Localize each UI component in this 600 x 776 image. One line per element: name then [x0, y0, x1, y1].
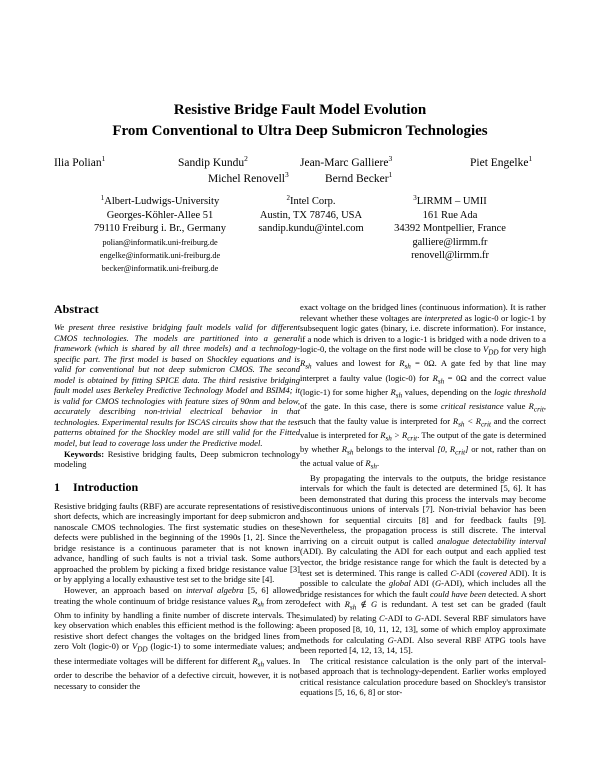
intro-paragraph-1: Resistive bridging faults (RBF) are accurate representations of resistive short defects, which are increasingly important for deep submicron and nanoscale CMOS technologies. The first systematic studies on these defects were published in the beginning of the 1990s [1, 2]. Since the bridge resistance is a continuous parameter that is not known in advance, handling of such faults is not a trivial task. Some authors approached the problem by picking a fixed bridge resistance value [3] or by applying a locally exhaustive test set to the bridge site [4]. — [54, 500, 300, 585]
intro-paragraph-2: However, an approach based on interval algebra [5, 6] allowed treating the whole continuum of bridge resistance values $R_{sh}$ from zero Ohm to infinity by handling a finite number of discrete intervals. The key observation which enables this efficient method is the following: a resistive short defect changes the voltages on the bridged lines from zero Volt (logic-0) or $V_{DD}$ (logic-1) to some intermediate values; and these intermediate voltages will be different for different $R_{sh}$ values. In order to describe the behavior of a defective circuit, however, it is not necessary to consider the — [54, 585, 301, 691]
email-address: becker@informatik.uni-freiburg.de — [101, 263, 219, 273]
right-column — [300, 302, 546, 698]
email-address: sandip.kundu@intel.com — [258, 223, 364, 234]
left-column — [54, 302, 300, 691]
author-name: Bernd Becker$^1$ — [325, 170, 393, 185]
paper-title-line-2: From Conventional to Ultra Deep Submicron Technologies — [112, 123, 488, 139]
affiliation-lirmm: $^3$LIRMM – UMII 161 Rue Ada 34392 Montpellier, France galliere@lirmm.fr renovell@lirmm.fr — [380, 192, 520, 263]
paper-title-line-1: Resistive Bridge Fault Model Evolution — [173, 102, 427, 118]
email-address: engelke@informatik.uni-freiburg.de — [99, 250, 221, 260]
abstract-heading: Abstract — [54, 302, 99, 316]
body-paragraph: exact voltage on the bridged lines (continuous information). It is rather relevant whether these voltages are interpreted as logic-0 or logic-1 by subsequent logic gates (binary, i.e. discrete information). For instance, if a node which is driven to a logic-1 is bridged with a node driven to a logic-0, the voltage on the first node will be close to $V_{DD}$ for very high $R_{sh}$ values and lowest for $R_{sh} = 0\Omega$. A gate fed by that line may interpret a faulty value (logic-0) for $R_{sh} = 0\Omega$ and the correct value (logic-1) for some higher $R_{sh}$ values, depending on the logic threshold of the gate. In this case, there is some critical resistance value $R_{crit}$, such that the faulty value is interpreted for $R_{sh} < R_{crit}$ and the correct value is interpreted for $R_{sh} > R_{crit}$. The output of the gate is determined by whether $R_{sh}$ belongs to the interval [0, $R_{crit}$] or not, rather than on the actual value of $R_{sh}$. — [300, 302, 547, 472]
email-address: galliere@lirmm.fr — [412, 236, 488, 248]
author-name: Sandip Kundu$^2$ — [178, 154, 248, 169]
email-address: polian@informatik.uni-freiburg.de — [102, 237, 218, 247]
author-name: Jean-Marc Galliere$^3$ — [300, 154, 393, 169]
keywords: Keywords: Resistive bridging faults, Deep submicron technology modeling — [54, 448, 300, 470]
affiliation-freiburg: $^1$Albert-Ludwigs-University Georges-Köhler-Allee 51 79110 Freiburg i. Br., Germany polian@informatik.uni-freiburg.de engelke@informatik.uni-freiburg.de becker@informatik.uni-freiburg.de — [60, 192, 260, 275]
affiliation-intel: $^2$Intel Corp. Austin, TX 78746, USA sandip.kundu@intel.com — [226, 192, 396, 236]
section-heading-introduction: 1 Introduction — [54, 479, 139, 494]
author-name: Michel Renovell$^3$ — [208, 170, 289, 185]
email-address: renovell@lirmm.fr — [411, 250, 489, 261]
author-name: Piet Engelke$^1$ — [470, 154, 533, 169]
body-paragraph: By propagating the intervals to the outputs, the bridge resistance intervals for which the fault is detected are determined [5, 6]. It has been demonstrated that during this process the intervals may become discontinuous unions of intervals [7]. Non-trivial behavior has been shown for sequential circuits [8] and for feedback faults [9]. Nevertheless, the propagation process is still discrete. The interval arriving on a circuit output is called analogue detectability interval (ADI). By calculating the ADI for each output and each applied test vector, the bridge resistance range for which the fault is detected by a test set is determined. This range is called C-ADI (covered ADI). It is possible to calculate the global ADI (G-ADI), which includes all the bridge resistances for which the fault could have been detected. A short defect with $R_{sh}$ ∉ G is redundant. A test set can be graded (fault simulated) by relating C-ADI to G-ADI. Several RBF simulators have been proposed [8, 10, 11, 12, 13], some of which employ approximate methods for calculating G-ADI. Also several RBF ATPG tools have been reported [4, 12, 13, 14, 15]. — [300, 472, 547, 656]
abstract-body: We present three resistive bridging fault models valid for different CMOS technologies. The models are partitioned into a general framework (which is shared by all three models) and a technology-specific part. The first model is based on Shockley equations and is valid for conventional but not deep submicron CMOS. The second model is obtained by fitting SPICE data. The third resistive bridging fault model uses Berkeley Predictive Technology Model and BSIM4; it is valid for CMOS technologies with feature sizes of 90nm and below, accurately describing non-trivial electrical behavior in that technologies. Experimental results for ISCAS circuits show that the test patterns obtained for the Shockley model are still valid for the Fitted model, but lead to coverage loss under the Predictive model. — [54, 322, 300, 449]
body-paragraph: The critical resistance calculation is the only part of the interval-based approach that is technology-dependent. Earlier works employed critical resistance calculation procedure based on Shockley's transistor equations [5, 16, 6, 8] or stor- — [300, 655, 546, 698]
author-name: Ilia Polian$^1$ — [54, 154, 106, 169]
